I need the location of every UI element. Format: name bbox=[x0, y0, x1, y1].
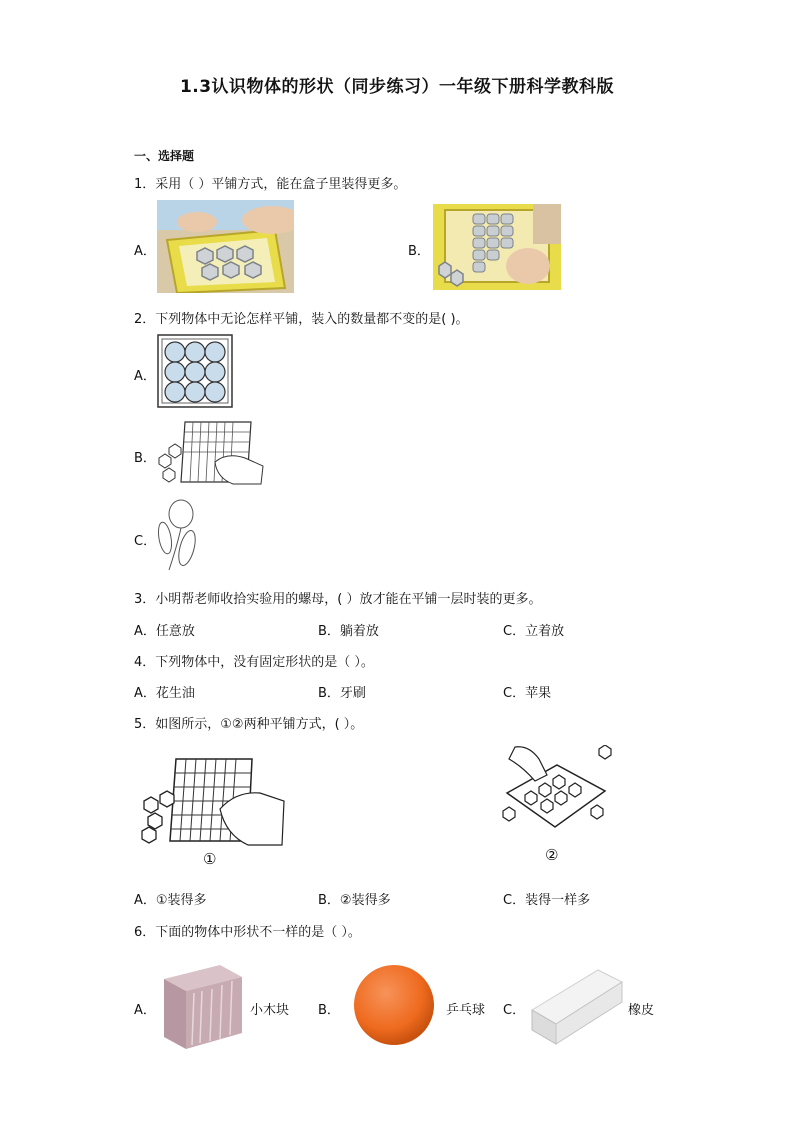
q5-option-c: C．装得一样多 bbox=[503, 893, 591, 908]
q6-option-a-label: A． bbox=[134, 1003, 156, 1018]
q6-option-a-caption: 小木块 bbox=[250, 1003, 290, 1018]
q6-ping-pong-ball-image bbox=[352, 962, 436, 1048]
q5-option-b: B．②装得多 bbox=[318, 893, 391, 908]
question-6-text: 6．下面的物体中形状不一样的是（ ）。 bbox=[134, 925, 361, 940]
q6-option-b-caption: 乒乓球 bbox=[446, 1003, 486, 1018]
q4-option-a: A．花生油 bbox=[134, 686, 195, 701]
q3-option-b: B．躺着放 bbox=[318, 624, 379, 639]
q3-option-a: A．任意放 bbox=[134, 624, 195, 639]
section-heading: 一、选择题 bbox=[134, 149, 195, 163]
q2-option-c-image bbox=[155, 498, 205, 576]
q5-option-a: A．①装得多 bbox=[134, 893, 207, 908]
q1-option-a-image bbox=[157, 200, 294, 293]
question-4-text: 4．下列物体中，没有固定形状的是（ ）。 bbox=[134, 655, 374, 670]
page-title: 1.3认识物体的形状（同步练习）一年级下册科学教科版 bbox=[179, 77, 615, 97]
question-2-text: 2．下列物体中无论怎样平铺，装入的数量都不变的是( )。 bbox=[134, 312, 469, 327]
q6-option-c-label: C． bbox=[503, 1003, 526, 1018]
q1-option-a-label: A． bbox=[134, 244, 156, 259]
q5-figure-1-image bbox=[140, 755, 285, 850]
q5-figure-2-image bbox=[495, 745, 615, 845]
q3-option-c: C．立着放 bbox=[503, 624, 565, 639]
q4-option-c: C．苹果 bbox=[503, 686, 552, 701]
q1-option-b-image bbox=[433, 204, 561, 290]
q1-option-b-label: B． bbox=[408, 244, 430, 259]
question-3-text: 3．小明帮老师收拾实验用的螺母，( ）放才能在平铺一层时装的更多。 bbox=[134, 592, 542, 607]
q6-eraser-image bbox=[528, 966, 624, 1046]
q5-figure-1-label: ① bbox=[203, 850, 217, 868]
q2-option-b-image bbox=[155, 418, 265, 488]
q5-figure-2-label: ② bbox=[545, 846, 559, 864]
question-1-text: 1．采用（ ）平铺方式，能在盒子里装得更多。 bbox=[134, 177, 407, 192]
q2-option-c-label: C． bbox=[134, 534, 157, 549]
q2-option-a-image bbox=[155, 332, 235, 410]
q2-option-b-label: B． bbox=[134, 451, 156, 466]
question-5-text: 5．如图所示，①②两种平铺方式，( ）。 bbox=[134, 717, 364, 732]
q6-wood-block-image bbox=[162, 963, 244, 1049]
q2-option-a-label: A． bbox=[134, 369, 156, 384]
q6-option-b-label: B． bbox=[318, 1003, 340, 1018]
q6-option-c-caption: 橡皮 bbox=[628, 1003, 655, 1018]
q4-option-b: B．牙刷 bbox=[318, 686, 366, 701]
